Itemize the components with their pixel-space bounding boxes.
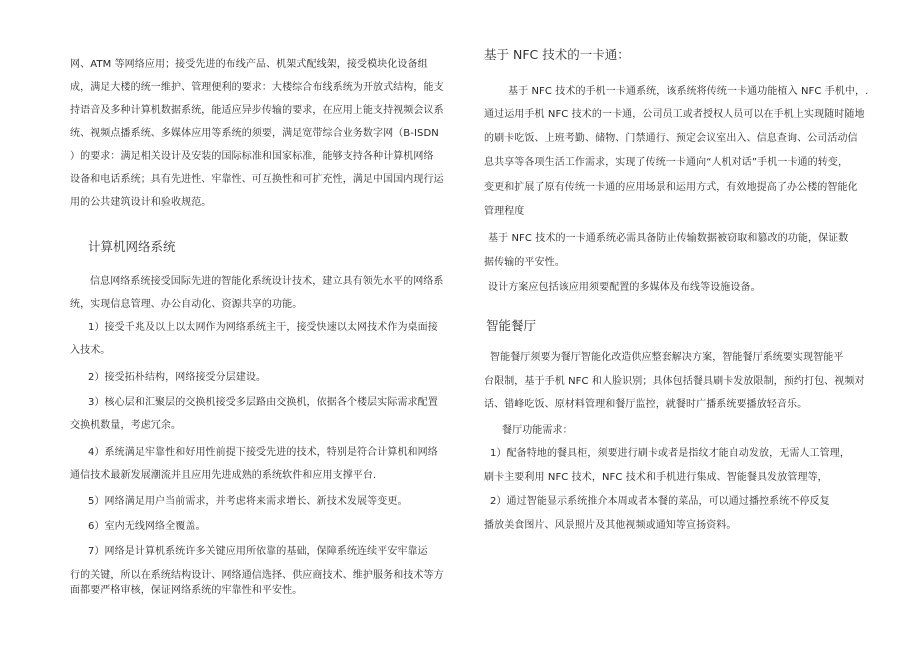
right-item1-line-1: 1）配备特地的餐具柜，须要进行刷卡或者是指纹才能自动发放，无需人工管理， [490,448,850,459]
right-item2-line-2: 播放美食图片、风景照片及其他视频或通知等宣扬资料。 [484,520,737,531]
left-item2: 2）接受拓朴结构，网络接受分层建设。 [88,372,267,383]
left-para2-line-2: 统，实现信息管理、办公自动化、资源共享的功能。 [70,299,303,310]
right-sub-heading: 餐厅功能需求： [502,425,573,436]
left-item3-line-2: 交换机数量，考虑冗余。 [70,420,182,431]
right-para1-line-3: 的刷卡吃饭、上班考勤、储物、门禁通行、预定会议室出入、信息查询、公司活动信 [484,133,858,144]
left-item7-line-1: 7）网络是计算机系统许多关键应用所依靠的基础，保障系统连续平安牢靠运 [88,546,428,557]
left-para1-line-1: 网、ATM 等网络应用；接受先进的布线产品、机架式配线架，接受模块化设备组 [70,59,428,70]
left-para1-line-2: 成，满足大楼的统一维护、管理便利的要求：大楼综合布线系统为开放式结构，能支 [70,82,444,93]
section-heading-smart-canteen: 智能餐厅 [486,318,537,333]
left-item4-line-1: 4）系统满足牢靠性和好用性前提下接受先进的技术，特别是符合计算机和网络 [88,447,438,458]
right-para3: 设计方案应包括该应用须要配置的多媒体及布线等设施设备。 [488,282,761,293]
right-para1-line-4: 息共享等各项生活工作需求，实现了传统一卡通向“人机对话”手机一卡通的转变， [484,157,849,168]
right-para1-line-1: 基于 NFC 技术的手机一卡通系统，该系统将传统一卡通功能植入 NFC 手机中，. [508,86,869,97]
left-item7-line-3: 面都要严格审核，保证网络系统的牢靠性和平安性。 [70,585,303,596]
left-para1-line-3: 持语音及多种计算机数据系统，能适应异步传输的要求，在应用上能支持视频会议系 [70,105,444,116]
right-para2-line-2: 据传输的平安性。 [484,257,565,268]
left-item5: 5）网络满足用户当前需求，并考虑将来需求增长、新技术发展等变更。 [88,496,408,507]
right-para4-line-1: 智能餐厅须要为餐厅智能化改造供应整套解决方案，智能餐厅系统要实现智能平 [490,352,844,363]
left-para2-line-1: 信息网络系统接受国际先进的智能化系统设计技术，建立具有领先水平的网络系 [90,276,444,287]
left-item4-line-2: 通信技术最新发展潮流并且应用先进成熟的系统软件和应用支撑平台. [70,470,377,481]
right-para2-line-1: 基于 NFC 技术的一卡通系统必需具备防止传输数据被窃取和篡改的功能，保证数 [488,233,849,244]
left-item1-line-2: 入技术。 [70,345,111,356]
right-para1-line-2: 通过运用手机 NFC 技术的一卡通，公司员工或者授权人员可以在手机上实现随时随地 [484,109,865,120]
right-item1-line-2: 刷卡主要利用 NFC 技术，NFC 技术和手机进行集成、智能餐具发放管理等， [484,472,828,483]
left-para1-line-4: 统、视频点播系统、多媒体应用等系统的须要，满足宽带综合业务数字网（B-ISDN [70,128,439,139]
left-item7-line-2: 行的关键，所以在系统结构设计、网络通信选择、供应商技术、维护服务和技术等方 [70,570,444,581]
left-item3-line-1: 3）核心层和汇聚层的交换机接受多层路由交换机，依据各个楼层实际需求配置 [88,397,438,408]
left-para1-line-6: 设备和电话系统；具有先进性、牢靠性、可互换性和可扩充性，满足中国国内现行运 [70,174,444,185]
right-para1-line-6: 管理程度 [484,206,525,217]
left-item1-line-1: 1）接受千兆及以上以太网作为网络系统主干，接受快速以太网技术作为桌面接 [88,322,438,333]
section-heading-computer-network: 计算机网络系统 [88,239,176,254]
left-item6: 6）室内无线网络全覆盖。 [88,521,206,532]
left-para1-line-7: 用的公共建筑设计和验收规范。 [70,197,212,208]
right-item2-line-1: 2）通过智能显示系统推介本周或者本餐的菜品，可以通过播控系统不停反复 [490,496,830,507]
section-heading-nfc: 基于 NFC 技术的一卡通： [484,47,630,62]
right-para1-line-5: 变更和扩展了原有传统一卡通的应用场景和运用方式，有效地提高了办公楼的智能化 [484,182,858,193]
right-para4-line-2: 台限制，基于手机 NFC 和人脸识别；具体包括餐具刷卡发放限制，预约打包、视频对 [484,376,865,387]
right-para4-line-3: 话、错峰吃饭、原材料管理和餐厅监控，就餐时广播系统要播放轻音乐。 [484,399,808,410]
left-para1-line-5: ）的要求：满足相关设计及安装的国际标准和国家标准，能够支持各种计算机网络 [70,151,434,162]
